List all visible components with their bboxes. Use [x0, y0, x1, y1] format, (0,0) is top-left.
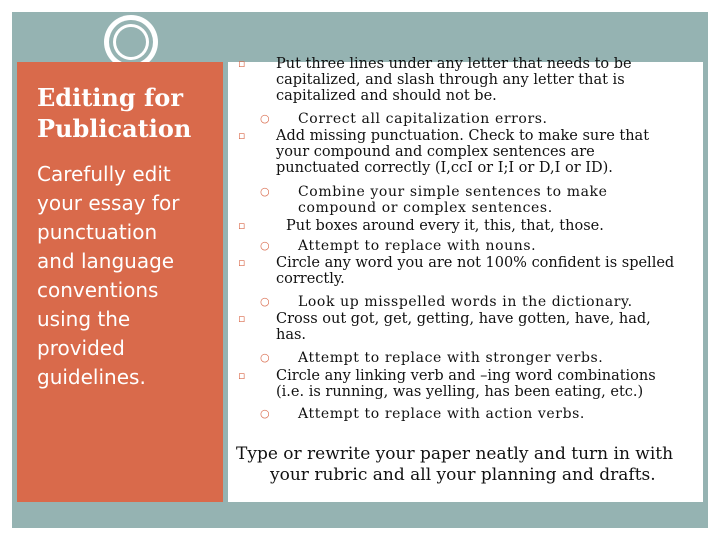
guideline-line: capitalized, and slash through any letter that is — [276, 72, 625, 88]
guideline-line: Combine your simple sentences to make — [298, 184, 608, 200]
guideline-text — [298, 294, 690, 310]
bullet-icon: ▫ — [238, 369, 246, 382]
ring-bullet-icon: ○ — [260, 239, 270, 252]
guideline-text — [276, 255, 686, 287]
title-line-2: Publication — [37, 114, 192, 143]
guideline-line: (i.e. is running, was yelling, has been eating, etc.) — [276, 384, 644, 400]
subtitle-line: punctuation — [37, 220, 158, 244]
guideline-line: punctuated correctly (I,ccI or I;I or D,I or ID). — [276, 160, 613, 176]
guideline-line: Put three lines under any letter that needs to be — [276, 56, 632, 72]
subtitle-line: guidelines. — [37, 365, 146, 389]
bullet-icon: ▫ — [238, 256, 246, 269]
guideline-text — [276, 56, 686, 104]
ring-bullet-icon: ○ — [260, 112, 270, 125]
title-line-1: Editing for — [37, 83, 183, 112]
ring-bullet-icon: ○ — [260, 407, 270, 420]
guideline-line: your compound and complex sentences are — [276, 144, 595, 160]
guideline-text — [276, 311, 686, 343]
guideline-text — [298, 350, 690, 366]
subtitle-line: using the — [37, 307, 131, 331]
closing-instruction — [236, 444, 696, 486]
guideline-text — [298, 184, 690, 216]
subtitle-line: your essay for — [37, 191, 180, 215]
ring-bullet-icon: ○ — [260, 185, 270, 198]
bullet-icon: ▫ — [238, 129, 246, 142]
guideline-line: Add missing punctuation. Check to make sure that — [276, 128, 650, 144]
circle-ornament-icon — [104, 15, 158, 69]
guideline-line: capitalized and should not be. — [276, 88, 497, 104]
slide-subtitle — [37, 160, 217, 392]
guideline-text — [276, 368, 686, 400]
guideline-line: Correct all capitalization errors. — [298, 111, 548, 127]
guideline-line: Put boxes around every it, this, that, those. — [286, 218, 604, 234]
guideline-line: Circle any linking verb and –ing word combinations — [276, 368, 656, 384]
subtitle-line: provided — [37, 336, 125, 360]
guideline-text — [276, 128, 686, 176]
guideline-line: Attempt to replace with action verbs. — [298, 406, 585, 422]
subtitle-line: and language — [37, 249, 175, 273]
guideline-line: compound or complex sentences. — [298, 200, 553, 216]
guideline-line: correctly. — [276, 271, 345, 287]
slide-title — [37, 82, 217, 144]
bullet-icon: ▫ — [238, 57, 246, 70]
guideline-text — [298, 406, 690, 422]
guideline-line: Cross out got, get, getting, have gotten, have, had, — [276, 311, 651, 327]
closing-line-2: your rubric and all your planning and drafts. — [270, 465, 656, 485]
closing-line-1: Type or rewrite your paper neatly and turn in with — [236, 444, 674, 464]
guideline-line: has. — [276, 327, 307, 343]
guideline-text — [286, 218, 696, 234]
guideline-line: Attempt to replace with stronger verbs. — [298, 350, 604, 366]
bullet-icon: ▫ — [238, 219, 246, 232]
ring-bullet-icon: ○ — [260, 351, 270, 364]
bullet-icon: ▫ — [238, 312, 246, 325]
guideline-text — [298, 238, 690, 254]
guideline-text — [298, 111, 690, 127]
ring-bullet-icon: ○ — [260, 295, 270, 308]
subtitle-line: conventions — [37, 278, 159, 302]
guideline-line: Look up misspelled words in the dictionary. — [298, 294, 633, 310]
guideline-line: Attempt to replace with nouns. — [298, 238, 537, 254]
guideline-line: Circle any word you are not 100% confident is spelled — [276, 255, 675, 271]
subtitle-line: Carefully edit — [37, 162, 171, 186]
